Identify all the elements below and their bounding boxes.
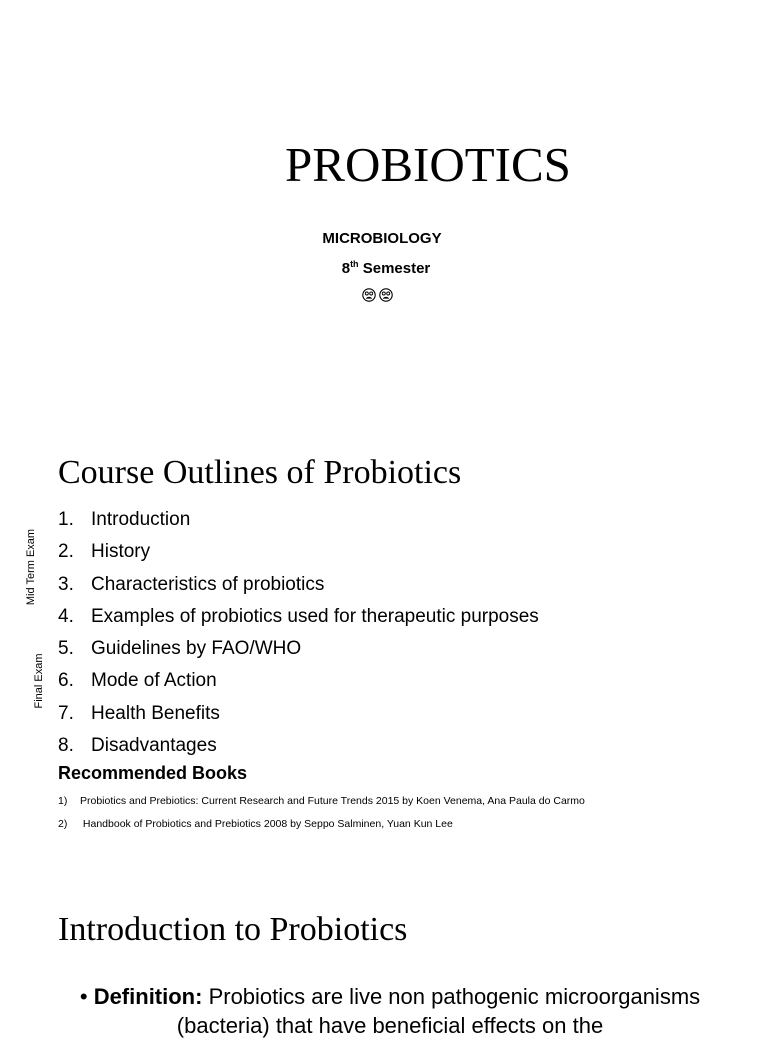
introduction-slide [0, 880, 768, 1038]
final-exam-label: Final Exam [33, 653, 45, 709]
crying-face-icon [362, 288, 376, 302]
list-item-text: Health Benefits [91, 702, 220, 724]
book-number: 2) [58, 818, 68, 830]
definition-label: Definition: [93, 984, 203, 1009]
book-text: Probiotics and Prebiotics: Current Research and Future Trends 2015 by Koen Venema, Ana Paula do Carmo [80, 795, 585, 807]
list-item [58, 569, 539, 601]
crying-face-icon [379, 288, 393, 302]
list-item-number: 3. [58, 573, 74, 595]
slide-heading: Course Outlines of Probiotics [58, 454, 462, 491]
list-item-text: Mode of Action [91, 670, 217, 692]
list-item-number: 5. [58, 638, 74, 660]
list-item-number: 6. [58, 670, 74, 692]
list-item [58, 633, 539, 665]
slide-heading: Introduction to Probiotics [58, 911, 408, 948]
list-item-number: 2. [58, 541, 74, 563]
book-number: 1) [58, 795, 68, 807]
subject-label: MICROBIOLOGY [322, 230, 442, 247]
emoji-row [362, 288, 393, 302]
list-item-number: 8. [58, 735, 74, 757]
outline-list [58, 504, 539, 762]
recommended-books-heading: Recommended Books [58, 763, 248, 783]
list-item-text: History [91, 541, 151, 563]
list-item [58, 730, 539, 762]
list-item-text: Introduction [91, 509, 191, 530]
mid-term-exam-label: Mid Term Exam [25, 528, 37, 606]
title-slide [0, 0, 768, 420]
definition-text: Probiotics are live non pathogenic microorganisms (bacteria) that have beneficial effects on the [176, 984, 701, 1038]
list-item [58, 536, 539, 568]
slide-title: PROBIOTICS [285, 137, 571, 192]
bullet-point: • [79, 984, 88, 1009]
book-entry [58, 818, 453, 830]
list-item-number: 7. [58, 702, 74, 724]
list-item-text: Disadvantages [91, 735, 217, 757]
course-outline-slide [0, 420, 768, 880]
list-item [58, 698, 539, 730]
semester-number: 8 [341, 260, 351, 277]
list-item-number: 4. [58, 605, 74, 627]
list-item-text: Guidelines by FAO/WHO [91, 638, 302, 660]
book-entry [58, 795, 585, 807]
list-item-text: Examples of probiotics used for therapeutic purposes [91, 605, 539, 627]
list-item [58, 504, 539, 536]
list-item-text: Characteristics of probiotics [91, 573, 325, 595]
semester-label [4, 259, 768, 277]
book-text: Handbook of Probiotics and Prebiotics 2008 by Seppo Salminen, Yuan Kun Lee [80, 818, 453, 830]
list-item-number: 1. [58, 509, 74, 530]
list-item [58, 601, 539, 633]
semester-suffix: th [350, 259, 359, 269]
definition-paragraph [60, 982, 720, 1040]
semester-word: Semester [358, 260, 431, 277]
list-item [58, 665, 539, 697]
